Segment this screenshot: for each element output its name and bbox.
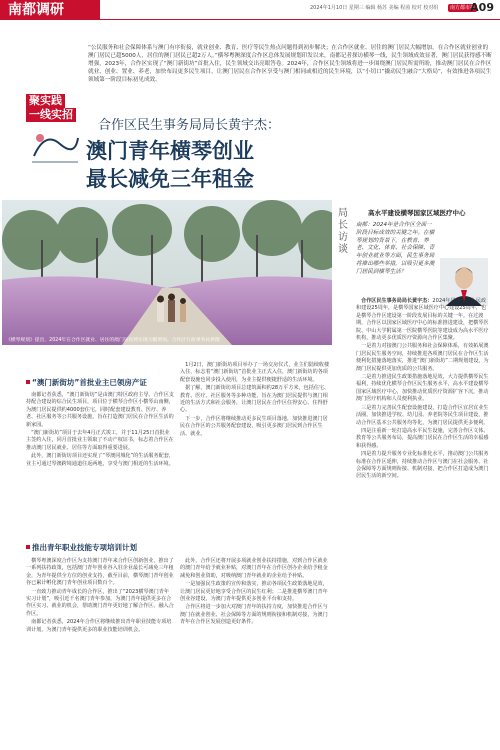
article1-body — [26, 392, 174, 469]
section-marker — [26, 545, 30, 549]
article3-body — [180, 362, 330, 439]
lead-paragraph: “公民服务和社会保障体系与澳门有序衔接，就业创业、教育、医疗等民生热点问题得到初步解决；在合作区就业、居住的澳门居民大幅增加，在合作区就业创业的澳门居民已超5000人，居住的澳门居民已超2万人。”横琴粤澳深度合作区总体发展规划印发以来，南都记者探访横琴一线，民生领域成效显著，澳门居民获得感不断增强，2023年，合作区实现了“澳门新街坊”首批入住，民生领域交出亮眼答卷。2024年，合作区民生领域将进一步围绕澳门居民所需所盼，推动澳门居民在合作区就业、创业、置业、养老，加快布局更多民生项目，让澳门居民在合作区享受与澳门相同或相近的民生环境，以“小切口”撬动民生融合“大格局”，有效推进各项民生领域第一阶段目标初见成效。 — [88, 45, 492, 83]
article-paragraph: 横琴粤澳深度合作区为支持澳门青年来合作区创新创业，推出了一系列扶持政策，包括澳门青年创业谷入驻企业最长可减免三年租金，为青年提供全方位的创业支持，截至目前，横琴澳门青年创业谷已累计孵化澳门青年创业项目数百个。 — [26, 558, 174, 587]
article-paragraph: 下一步，合作区将继续推动更多民生项目落地，加快推进澳门居民在合作区的公共服务配套建设，吸引更多澳门居民到合作区生活、就业。 — [180, 415, 328, 437]
article-paragraph: 据了解，澳门新街坊项目总建筑面积约28万平方米，包括住宅、教育、医疗、社区服务等多种功能，旨在为澳门居民提供与澳门相近的生活方式和社会服务，让澳门居民在合作区住得安心、住得舒心。 — [180, 385, 330, 414]
article-paragraph: 一直致力推动青年成长的合作区，推出了“2023横琴澳门青年实习计划”，吸引近千名澳门青年参加，为澳门青年提供更多在合作区实习、就业的机会，帮助澳门青年更好地了解合作区、融入合作区。 — [26, 588, 174, 617]
article-paragraph: 一是加强民生政策的宣传和落实，推动各项民生政策落地见效，让澳门居民更好地享受合作区的民生红利；二是推进横琴澳门青年创业谷建设，为澳门青年提供更多创业平台和支持。 — [180, 581, 328, 603]
section-title: 南都调研 — [0, 0, 100, 20]
article2-title: 推出青年职业技能专项培训计划 — [32, 543, 137, 552]
page-number: A09 — [470, 1, 494, 14]
dateline: 2024年1月10日 星期三 编辑 杨苏 美编 程茵 校对 校对组 — [310, 5, 439, 11]
article-paragraph: 1月2日，澳门新街坊项目举办了一场交房仪式，业主们陆续收楼入住，标志着“澳门新街坊”首批业主正式入住，澳门新街坊的各项配套设施也同步投入使用，为业主提供便捷舒适的生活环境。 — [180, 362, 330, 383]
headline-kicker: 合作区民生事务局局长黄宇杰： — [98, 118, 281, 133]
sidebar-label: 局长访谈 — [338, 208, 348, 255]
article-paragraph: 此外，澳门新街坊项目还实现了“琴澳同城化”的生活服务配套，业主可通过琴澳跨境通道往返两地，享受与澳门相近的生活环境。 — [26, 453, 174, 467]
headline-line1: 澳门青年横琴创业 — [86, 138, 254, 163]
sidebar-title: 高水平建设横琴国家区域医疗中心 — [368, 209, 466, 217]
answer-paragraph: 2024年是合作区入民政和建设25周年，是横琴国家区域医疗中心建设25周年，也是横琴合作区建设第一阶段发展目标的关键一年。在过渡期，合作区以国家区域医疗中心的标准推进建设，把横琴医院、中山大学附属第一医院横琴医院等建设成为高水平医疗机构，推动更多优质医疗资源向合作区集聚。 — [356, 298, 489, 342]
column-badge-line1: 聚实践 — [26, 94, 65, 108]
article2-body — [26, 558, 174, 635]
answer-lead: 合作区民生事务局局长黄宇杰： — [361, 298, 433, 304]
answer-paragraph: 二是着力推进民生政策措施落地见效，大力提供横琴民生福利，持续优化横琴合作区民生服务水平，高水平建设横琴国家区域医疗中心，加快推动优质医疗资源扩容下沉，推动澳门医疗机构和人员便利执业。 — [356, 374, 489, 403]
article1-title: “澳门新街坊”首批业主已领房产证 — [32, 378, 147, 387]
photo-caption: 《横琴规划》提出，2024年在合作区就业、居住的澳门居民将实现大幅增加。合作区行政事务局供图 — [6, 338, 220, 343]
photo-garden-path — [2, 200, 332, 345]
article-paragraph: 南都记者获悉，“澳门新街坊”是由澳门特区政府主导、合作区支持配合建设的综合民生项目，项目位于横琴合作区小横琴山南侧，为澳门居民提供约4000套住宅，同时配套建设教育、医疗、养老、社区服务等公共服务设施，旨在打造澳门居民在合作区生活的新家园。 — [26, 392, 174, 428]
answer-paragraph: 三是着力完善民生配套设施建设，打造合作区宜居宜业生活圈，加快推进学校、幼儿园、养老院等民生项目建设，推动合作区基本公共服务均等化，为澳门居民提供更多便利。 — [356, 404, 489, 426]
article4-body — [180, 558, 330, 628]
column-badge-line2: 一线实招 — [26, 108, 76, 122]
section-marker — [26, 380, 30, 384]
article-paragraph: 此外，合作区还将开展多项就业创业扶持措施，对到合作区就业的澳门青年给予就业补贴，对澳门青年在合作区创办企业给予租金减免和创业资助，对吸纳澳门青年就业的企业给予补贴。 — [180, 558, 328, 579]
answer-paragraph: 四是着力提升服务专业化标准化水平，推动澳门公共服务标准在合作区延伸，持续推动合作区与澳门在社会服务、社会保障等方面规则衔接、机制对接，把合作区打造成为澳门居民生活的新空间。 — [356, 451, 489, 480]
masthead-rule — [0, 19, 500, 20]
column-logo-icon — [30, 126, 80, 166]
answer-paragraph: 一是着力对接澳门公共服务和社会保障体系，有效拓展澳门居民民生服务空间，持续推进各项澳门居民在合作区生活便利化措施落地落实，推进“澳门新街坊”二期规划建设，为澳门居民提供更加优质的公共服务。 — [356, 343, 489, 372]
headline-line2: 最长减免三年租金 — [86, 166, 254, 191]
article-paragraph: 合作区将进一步加大对澳门青年的扶持力度，加快推进合作区与澳门在就业创业、社会保障等方面的规则衔接和机制对接，为澳门青年在合作区发展创造更好条件。 — [180, 604, 328, 626]
answer-paragraph: 四是注重新一轮打造高水平民生设施，完善合作区文体、教育等公共服务布局，提高澳门居民在合作区生活的幸福感和获得感。 — [356, 427, 489, 449]
paper-badge: 南方都市报 — [450, 5, 476, 11]
masthead — [0, 0, 500, 20]
headline — [86, 137, 254, 193]
sidebar-answer — [356, 298, 490, 482]
article-paragraph: 南都记者获悉，2024年合作区将继续推出青年职业技能专项培训计划，为澳门青年提供更多的职业技能培训机会。 — [26, 619, 172, 633]
sidebar-question: 南都：2024年是合作区全面一阶段目标成效的关键之年。在横琴规划的背景下，在教育、养老、文化、体育、社会保障、青年创业就业等方面，民生事务局将推出哪些举措，以吸引更多澳门居民到横琴生活？ — [356, 222, 435, 275]
article-paragraph: “澳门新街坊”项目于去年4月正式竣工，并于11月25日首批业主签约入住，同月首批业主领取了不动产权证书，标志着合作区在推动澳门居民就业、居住等方面取得重要进展。 — [26, 430, 174, 451]
